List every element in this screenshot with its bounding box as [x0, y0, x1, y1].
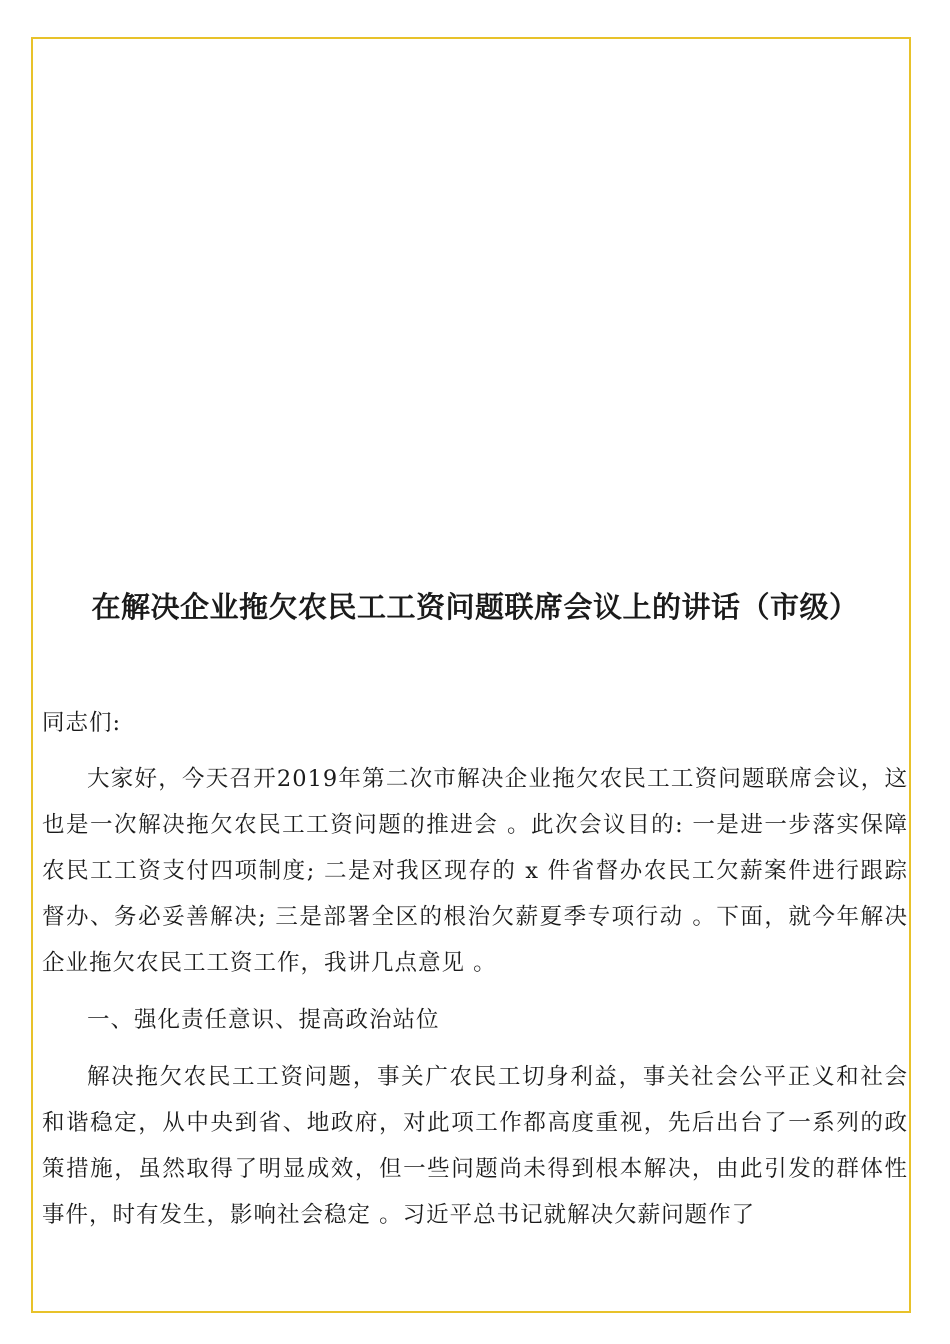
salutation: 同志们:: [42, 710, 122, 736]
document-body: [42, 700, 908, 1249]
paragraph-intro: 大家好，今天召开2019年第二次市解决企业拖欠农民工工资问题联席会议，这也是一次解决拖欠农民工工资问题的推进会 。此次会议目的: 一是进一步落实保障农民工工资支付四项制度; 二是对我区现存的 x 件省督办农民工欠薪案件进行跟踪督办、务必妥善解决; 三是部署全区的根治欠薪夏季专项行动 。下面，就今年解决企业拖欠农民工工资工作，我讲几点意见 。: [42, 766, 908, 976]
section-heading-1: 一、强化责任意识、提高政治站位: [87, 1007, 440, 1033]
paragraph-section-1: 解决拖欠农民工工资问题，事关广农民工切身利益，事关社会公平正义和社会和谐稳定，从中央到省、地政府，对此项工作都高度重视，先后出台了一系列的政策措施，虽然取得了明显成效，但一些问题尚未得到根本解决，由此引发的群体性事件，时有发生，影响社会稳定 。习近平总书记就解决欠薪问题作了: [42, 1064, 908, 1228]
document-title: 在解决企业拖欠农民工工资问题联席会议上的讲话（市级）: [91, 590, 859, 624]
